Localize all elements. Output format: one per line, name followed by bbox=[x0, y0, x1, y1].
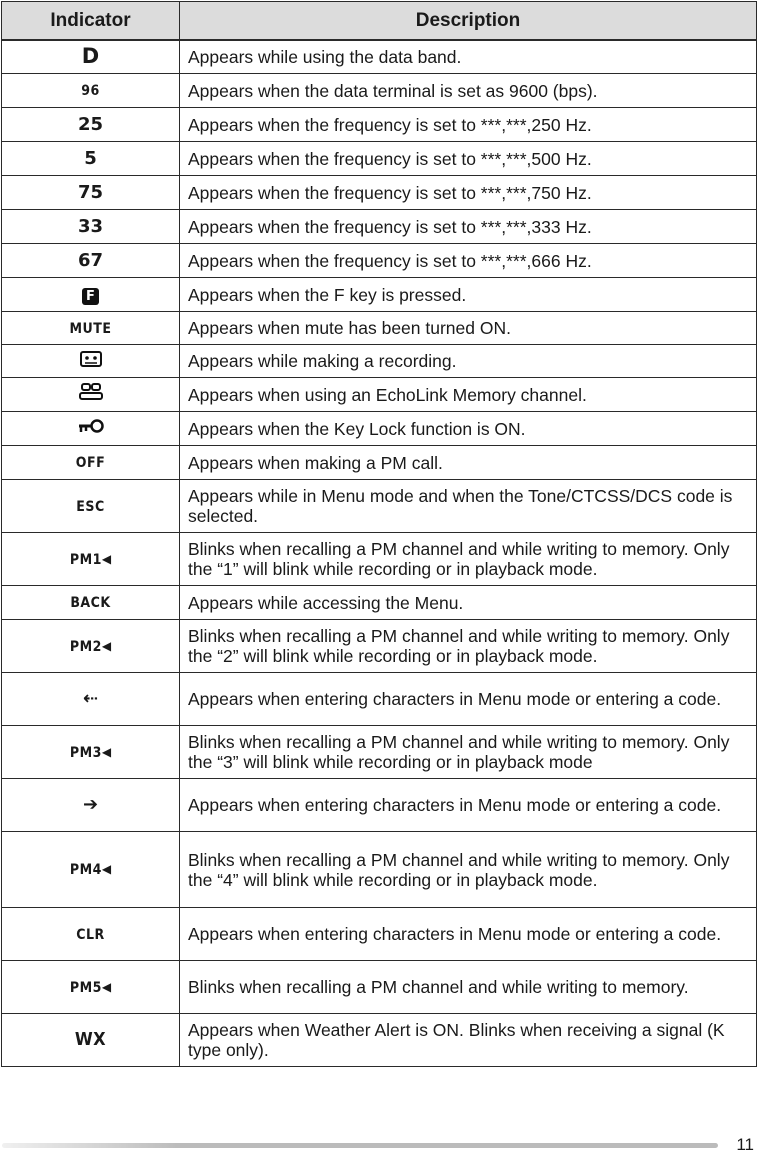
description-column-header: Description bbox=[180, 2, 757, 41]
pm2-indicator: PM2◀ bbox=[2, 620, 180, 673]
key-lock-icon bbox=[2, 412, 180, 446]
table-row bbox=[2, 446, 757, 480]
mute-indicator: MUTE bbox=[2, 312, 180, 345]
table-row bbox=[2, 832, 757, 908]
table-row bbox=[2, 961, 757, 1014]
pm1-indicator: PM1◀ bbox=[2, 533, 180, 586]
description-cell: Appears when the frequency is set to ***,***,666 Hz. bbox=[180, 244, 757, 278]
left-triangle-icon: ◀ bbox=[101, 551, 112, 566]
table-row bbox=[2, 779, 757, 832]
pm4-indicator: PM4◀ bbox=[2, 832, 180, 908]
table-row bbox=[2, 726, 757, 779]
description-cell: Blinks when recalling a PM channel and while writing to memory. bbox=[180, 961, 757, 1014]
cassette-icon bbox=[80, 351, 102, 367]
description-cell: Appears when making a PM call. bbox=[180, 446, 757, 480]
description-cell: Appears when the frequency is set to ***,***,500 Hz. bbox=[180, 142, 757, 176]
indicator-column-header: Indicator bbox=[2, 2, 180, 41]
table-row bbox=[2, 312, 757, 345]
left-triangle-icon: ◀ bbox=[101, 744, 112, 759]
data-band-indicator: D bbox=[2, 40, 180, 74]
table-row bbox=[2, 210, 757, 244]
recording-tape-icon bbox=[2, 345, 180, 378]
indicator-table bbox=[1, 1, 757, 1067]
description-cell: Appears when the frequency is set to ***,***,333 Hz. bbox=[180, 210, 757, 244]
pm5-indicator: PM5◀ bbox=[2, 961, 180, 1014]
table-row bbox=[2, 620, 757, 673]
description-cell: Appears when the frequency is set to ***,***,250 Hz. bbox=[180, 108, 757, 142]
right-arrow-icon: ➔ bbox=[2, 779, 180, 832]
footer-divider bbox=[2, 1143, 718, 1148]
table-row bbox=[2, 412, 757, 446]
250hz-indicator: 25 bbox=[2, 108, 180, 142]
wx-indicator: WX bbox=[2, 1014, 180, 1067]
description-cell: Appears while using the data band. bbox=[180, 40, 757, 74]
table-row bbox=[2, 40, 757, 74]
table-row bbox=[2, 142, 757, 176]
table-row bbox=[2, 74, 757, 108]
description-cell: Blinks when recalling a PM channel and while writing to memory. Only the “3” will blink while recording or in playback mode bbox=[180, 726, 757, 779]
description-cell: Appears when entering characters in Menu mode or entering a code. bbox=[180, 673, 757, 726]
page-number: 11 bbox=[736, 1135, 754, 1154]
left-triangle-icon: ◀ bbox=[101, 638, 112, 653]
750hz-indicator: 75 bbox=[2, 176, 180, 210]
esc-indicator: ESC bbox=[2, 480, 180, 533]
table-row bbox=[2, 673, 757, 726]
description-cell: Appears while in Menu mode and when the Tone/CTCSS/DCS code is selected. bbox=[180, 480, 757, 533]
description-cell: Blinks when recalling a PM channel and while writing to memory. Only the “4” will blink while recording or in playback mode. bbox=[180, 832, 757, 908]
echolink-icon bbox=[79, 383, 103, 401]
description-cell: Appears when entering characters in Menu mode or entering a code. bbox=[180, 908, 757, 961]
description-cell: Blinks when recalling a PM channel and while writing to memory. Only the “2” will blink while recording or in playback mode. bbox=[180, 620, 757, 673]
description-cell: Appears when the Key Lock function is ON. bbox=[180, 412, 757, 446]
500hz-indicator: 5 bbox=[2, 142, 180, 176]
description-cell: Appears while accessing the Menu. bbox=[180, 586, 757, 620]
table-row bbox=[2, 378, 757, 412]
table-row bbox=[2, 480, 757, 533]
666hz-indicator: 67 bbox=[2, 244, 180, 278]
description-cell: Appears while making a recording. bbox=[180, 345, 757, 378]
description-cell: Appears when the data terminal is set as 9600 (bps). bbox=[180, 74, 757, 108]
description-cell: Appears when entering characters in Menu mode or entering a code. bbox=[180, 779, 757, 832]
table-row bbox=[2, 533, 757, 586]
table-row bbox=[2, 108, 757, 142]
table-row bbox=[2, 278, 757, 312]
table-row bbox=[2, 244, 757, 278]
description-cell: Appears when the F key is pressed. bbox=[180, 278, 757, 312]
echolink-memory-icon bbox=[2, 378, 180, 412]
table-row bbox=[2, 586, 757, 620]
description-cell: Appears when Weather Alert is ON. Blinks when receiving a signal (K type only). bbox=[180, 1014, 757, 1067]
table-header-row bbox=[2, 2, 757, 41]
back-indicator: BACK bbox=[2, 586, 180, 620]
f-key-icon: F bbox=[2, 278, 180, 312]
left-triangle-icon: ◀ bbox=[101, 979, 112, 994]
clr-indicator: CLR bbox=[2, 908, 180, 961]
333hz-indicator: 33 bbox=[2, 210, 180, 244]
off-indicator: OFF bbox=[2, 446, 180, 480]
description-cell: Appears when the frequency is set to ***,***,750 Hz. bbox=[180, 176, 757, 210]
key-icon bbox=[77, 418, 105, 434]
table-row bbox=[2, 1014, 757, 1067]
left-triangle-icon: ◀ bbox=[101, 862, 112, 876]
description-cell: Appears when mute has been turned ON. bbox=[180, 312, 757, 345]
pm3-indicator: PM3◀ bbox=[2, 726, 180, 779]
table-row bbox=[2, 176, 757, 210]
description-cell: Blinks when recalling a PM channel and while writing to memory. Only the “1” will blink while recording or in playback mode. bbox=[180, 533, 757, 586]
table-row bbox=[2, 908, 757, 961]
9600-bps-indicator: 96 bbox=[2, 74, 180, 108]
left-arrow-icon: ⇠ bbox=[2, 673, 180, 726]
description-cell: Appears when using an EchoLink Memory channel. bbox=[180, 378, 757, 412]
table-row bbox=[2, 345, 757, 378]
